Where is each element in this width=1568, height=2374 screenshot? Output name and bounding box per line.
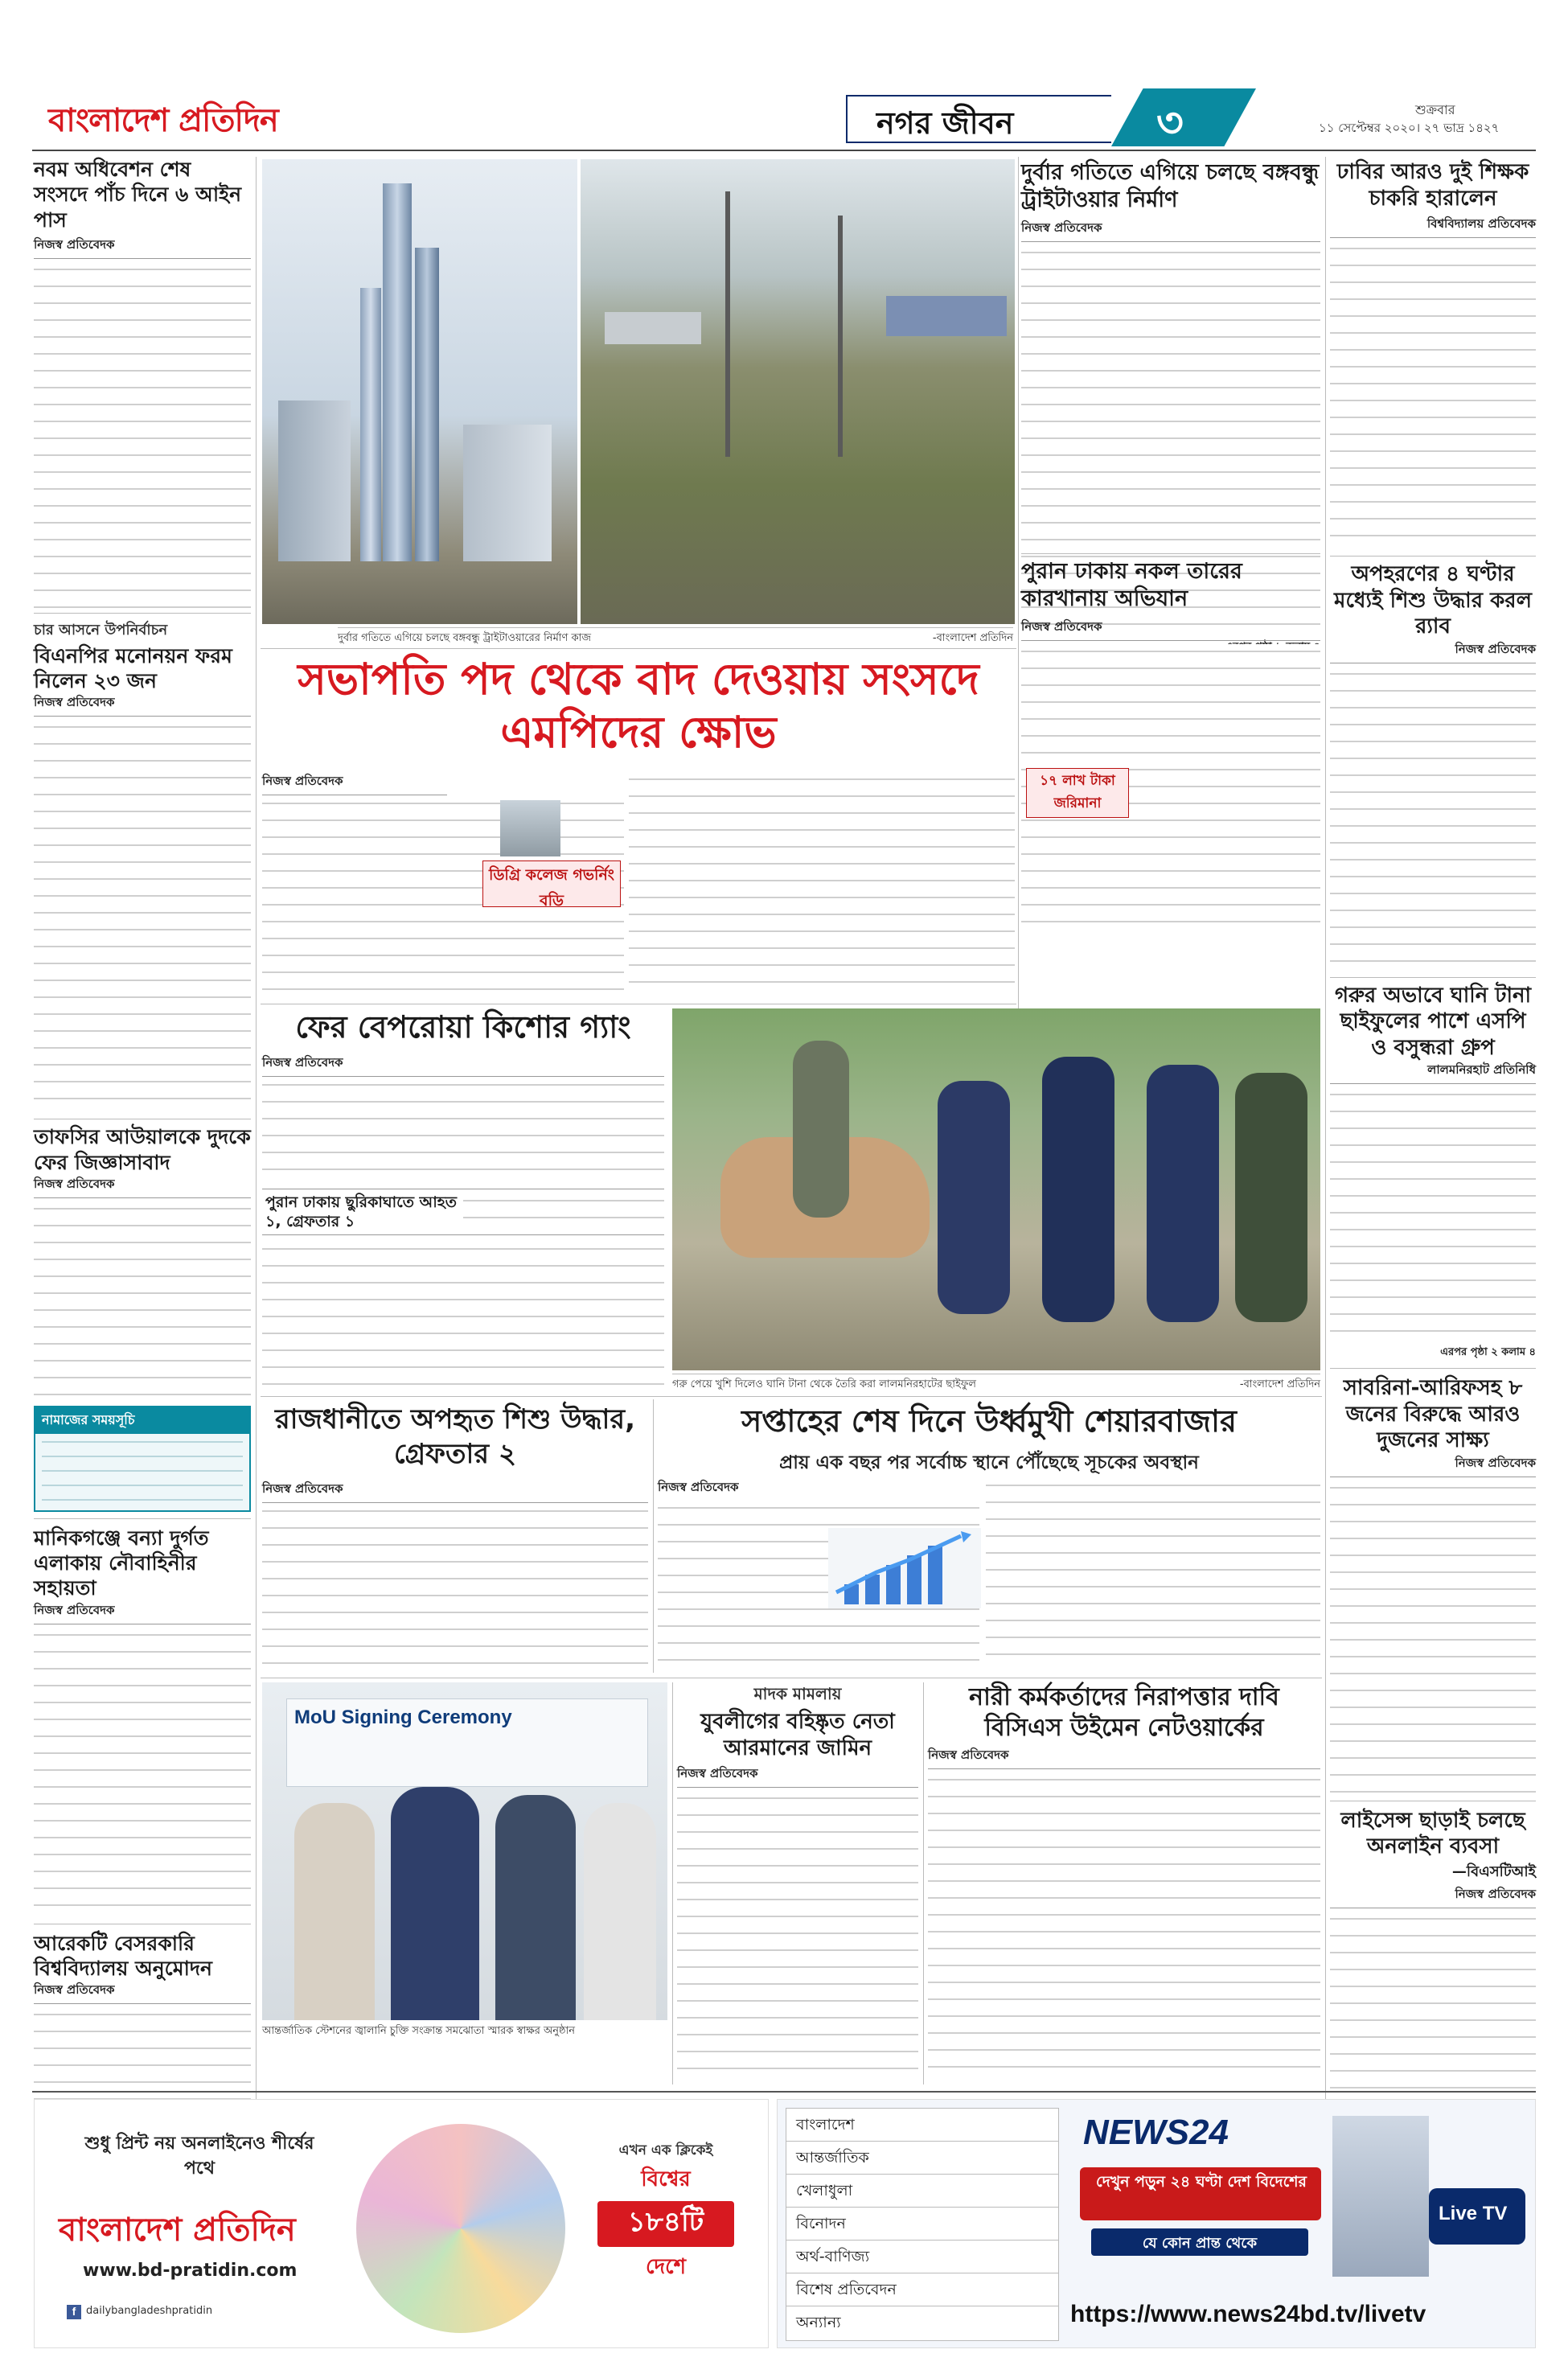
masthead-day: শুক্রবার <box>1415 102 1455 117</box>
stock-growth-graphic <box>828 1528 981 1608</box>
side-building <box>278 400 351 561</box>
inset-label: ডিগ্রি কলেজ গভর্নিং বডি <box>489 866 614 910</box>
headline-stock[interactable]: সপ্তাহের শেষ দিনে উর্ধ্বমুখী শেয়ারবাজার <box>741 1403 1237 1439</box>
headline-cow-help[interactable]: গরুর অভাবে ঘানি টানা ছাইফুলের পাশে এসপি ও বসুন্ধরা গ্রুপ <box>1334 983 1532 1060</box>
menu-item[interactable]: আন্তর্জাতিক <box>786 2142 1058 2175</box>
bar-growth-icon <box>828 1528 981 1608</box>
news24-tagline: দেখুন পড়ুন ২৪ ঘণ্টা দেশ বিদেশের <box>1096 2173 1307 2191</box>
article-body <box>262 1078 664 1182</box>
divider <box>1330 556 1536 557</box>
person-figure <box>1147 1065 1219 1322</box>
news24-subtag: যে কোন প্রান্ত থেকে <box>1142 2235 1258 2252</box>
ad-badge-line: দেশে <box>645 2255 687 2279</box>
divider <box>1330 977 1536 978</box>
article-body <box>262 1242 664 1386</box>
column-rule <box>923 1682 924 2084</box>
byline: নিজস্ব প্রতিবেদক <box>34 1175 251 1198</box>
column-rule <box>1325 157 1326 2199</box>
article-body <box>629 772 1015 997</box>
byline: লালমনিরহাট প্রতিনিধি <box>1330 1061 1536 1084</box>
menu-item[interactable]: অর্থ-বাণিজ্য <box>786 2241 1058 2273</box>
page-number-badge <box>1111 88 1256 146</box>
article-body <box>463 1193 664 1234</box>
ad-divider <box>32 2091 1536 2093</box>
article-body <box>1330 667 1536 972</box>
divider <box>1330 1368 1536 1369</box>
column-right <box>1330 159 1536 2177</box>
ad-badge-line: এখন এক ক্লিকেই <box>618 2142 713 2158</box>
divider <box>261 1396 1322 1397</box>
person-figure <box>938 1081 1010 1314</box>
stock-subhead: প্রায় এক বছর পর সর্বোচ্চ স্থানে পৌঁছেছে সূচকের অবস্থান <box>779 1452 1199 1473</box>
site-tent <box>605 312 701 344</box>
jump-line[interactable]: এরপর পৃষ্ঠা ২ কলাম ৪ <box>1440 1346 1536 1358</box>
byline: বিশ্ববিদ্যালয় প্রতিবেদক <box>1330 215 1536 238</box>
mou-caption: আন্তর্জাতিক স্টেশনের জ্বালানি চুক্তি সংক্রান্ত সমঝোতা স্মারক স্বাক্ষর অনুষ্ঠান <box>262 2025 576 2037</box>
column-rule <box>653 1399 654 1673</box>
headline-bcs[interactable]: নারী কর্মকর্তাদের নিরাপত্তার দাবি বিসিএস উইমেন নেটওয়ার্কের <box>969 1683 1279 1742</box>
byline: নিজস্ব প্রতিবেদক <box>677 1764 918 1788</box>
headline-manikganj[interactable]: মানিকগঞ্জে বন্যা দুর্গত এলাকায় নৌবাহিনীর সহায়তা <box>34 1526 209 1600</box>
byline: নিজস্ব প্রতিবেদক <box>34 693 251 717</box>
column-rule <box>672 1682 673 2084</box>
byline: নিজস্ব প্রতিবেদক <box>262 1480 648 1503</box>
news24-menu <box>786 2108 1059 2341</box>
masthead-rule <box>32 150 1536 151</box>
crane <box>725 191 730 457</box>
person-figure <box>1042 1057 1114 1322</box>
headline-attribution: —বিএসটিআই <box>1451 1863 1536 1880</box>
photo-credit: -বাংলাদেশ প্রতিদিন <box>1239 1378 1320 1390</box>
ad-collage <box>356 2124 565 2333</box>
kicker: চার আসনে উপনির্বাচন <box>34 621 168 639</box>
byline: নিজস্ব প্রতিবেদক <box>1021 219 1320 242</box>
article-body <box>1330 1087 1536 1345</box>
tower-render-photo[interactable] <box>262 159 577 624</box>
prayer-times-box <box>34 1406 251 1512</box>
person-figure <box>391 1787 479 2020</box>
headline-tafsir[interactable]: তাফসির আউয়ালকে দুদকে ফের জিজ্ঞাসাবাদ <box>34 1125 251 1174</box>
headline-gang[interactable]: ফের বেপরোয়া কিশোর গ্যাং <box>295 1009 631 1045</box>
lead-headline[interactable]: সভাপতি পদ থেকে বাদ দেওয়ায় সংসদে এমপিদের ক্ষোভ <box>298 654 979 758</box>
divider <box>261 648 1016 649</box>
masthead-logo[interactable] <box>48 95 338 139</box>
byline: নিজস্ব প্রতিবেদক <box>1021 618 1320 641</box>
menu-item[interactable]: খেলাধুলা <box>786 2175 1058 2208</box>
tower-caption <box>338 627 1013 647</box>
ad-logo: বাংলাদেশ প্রতিদিন <box>59 2211 296 2249</box>
headline-sabrina[interactable]: সাবরিনা-আরিফসহ ৮ জনের বিরুদ্ধে আরও দুজনের সাক্ষ্য <box>1343 1376 1523 1452</box>
facebook-icon[interactable]: f <box>67 2305 81 2319</box>
ad-facebook-handle[interactable]: dailybangladeshpratidin <box>86 2305 213 2317</box>
article-body <box>262 1504 648 1665</box>
menu-item[interactable]: বিনোদন <box>786 2208 1058 2241</box>
cow-caption-text: গরু পেয়ে খুশি দিলেও ঘানি টানা থেকে তৈরি করা লালমনিরহাটের ছাইফুল <box>672 1378 976 1390</box>
section-name: নগর জীবন <box>876 105 1014 141</box>
article-body <box>34 720 251 1114</box>
menu-item[interactable]: বিশেষ প্রতিবেদন <box>786 2273 1058 2306</box>
news24-url[interactable]: https://www.news24bd.tv/livetv <box>1070 2301 1426 2327</box>
headline-tower[interactable]: দুর্বার গতিতে এগিয়ে চলছে বঙ্গবন্ধু ট্রাইটাওয়ার নির্মাণ <box>1021 160 1320 212</box>
tower-building <box>415 248 439 561</box>
tower-building <box>360 288 381 561</box>
divider <box>34 613 251 614</box>
article-body <box>677 1791 918 2072</box>
site-tent <box>886 296 1007 336</box>
byline: নিজস্ব প্রতিবেদক <box>34 236 251 259</box>
prayer-times-title: নামাজের সময়সূচি <box>35 1407 249 1434</box>
divider <box>1021 553 1320 554</box>
person-figure <box>294 1803 375 2020</box>
byline: নিজস্ব প্রতিবেদক <box>34 1981 251 2004</box>
tower-building <box>383 183 412 561</box>
ad-badge-number: ১৮৪টি <box>597 2201 734 2247</box>
construction-site-photo[interactable] <box>581 159 1015 624</box>
headline-rab[interactable]: অপহরণের ৪ ঘণ্টার মধ্যেই শিশু উদ্ধার করল র‍্যাব <box>1334 562 1532 639</box>
news24-anchor-photo <box>1332 2116 1429 2277</box>
person-figure <box>793 1041 849 1218</box>
article-body <box>986 1478 1320 1670</box>
page-number: ৩ <box>1156 99 1184 147</box>
news24-logo[interactable]: NEWS24 <box>1083 2113 1229 2152</box>
byline: নিজস্ব প্রতিবেদক <box>658 1478 979 1501</box>
article-youth <box>677 1682 918 2072</box>
fine-label: ১৭ লাখ টাকা জরিমানা <box>1040 773 1115 811</box>
ad-url[interactable]: www.bd-pratidin.com <box>83 2261 298 2281</box>
side-building <box>463 425 552 561</box>
crane <box>838 216 843 457</box>
article-cable <box>1021 558 1320 926</box>
byline: নিজস্ব প্রতিবেদক <box>1330 640 1536 663</box>
ad-badge <box>581 2140 750 2301</box>
parliament-inset-photo[interactable] <box>500 800 560 856</box>
headline-cable[interactable]: পুরান ঢাকায় নকল তারের কারখানায় অভিযান <box>1021 559 1242 611</box>
kicker: মাদক মামলায় <box>753 1684 842 1703</box>
headline-bnp[interactable]: বিএনপির মনোনয়ন ফরম নিলেন ২৩ জন <box>34 643 232 692</box>
article-body <box>34 1201 251 1403</box>
person-figure <box>584 1803 656 2020</box>
menu-item[interactable]: অন্যান্য <box>796 2314 841 2331</box>
prayer-times-table <box>42 1435 243 1504</box>
headline-parliament[interactable]: নবম অধিবেশন শেষ সংসদে পাঁচ দিনে ৬ আইন পাস <box>34 158 242 232</box>
tower-caption-text: দুর্বার গতিতে এগিয়ে চলছে বঙ্গবন্ধু ট্রাইটাওয়ারের নির্মাণ কাজ <box>338 632 592 644</box>
masthead <box>32 71 1536 147</box>
person-figure <box>1235 1073 1307 1322</box>
ad-tagline: শুধু প্রিন্ট নয় অনলাইনেও শীর্ষের পথে <box>84 2134 314 2179</box>
headline-dhaka-univ[interactable]: ঢাবির আরও দুই শিক্ষক চাকরি হারালেন <box>1336 160 1529 211</box>
ad-badge-line: বিশ্বের <box>641 2167 691 2191</box>
gang-subhead[interactable]: পুরান ঢাকায় ছুরিকাঘাতে আহত ১, গ্রেফতার ১ <box>265 1193 458 1230</box>
headline-license[interactable]: লাইসেন্স ছাড়াই চলছে অনলাইন ব্যবসা <box>1340 1808 1525 1859</box>
headline-youth[interactable]: যুবলীগের বহিষ্কৃত নেতা আরমানের জামিন <box>700 1710 895 1760</box>
masthead-date: ১১ সেপ্টেম্বর ২০২০। ২৭ ভাদ্র ১৪২৭ <box>1319 121 1500 135</box>
divider <box>34 1518 251 1519</box>
logo-text: বাংলাদেশ প্রতিদিন <box>48 101 278 139</box>
photo-credit: -বাংলাদেশ প্রতিদিন <box>932 632 1013 644</box>
column-rule <box>256 157 257 2199</box>
byline: নিজস্ব প্রতিবেদক <box>34 1601 251 1624</box>
cow-caption <box>672 1374 1320 1394</box>
byline: নিজস্ব প্রতিবেদক <box>262 1054 664 1077</box>
article-bcs <box>928 1682 1320 2074</box>
news24-ad[interactable] <box>777 2099 1536 2348</box>
column-left <box>34 157 251 2199</box>
byline: নিজস্ব প্রতিবেদক <box>262 772 447 795</box>
byline: নিজস্ব প্রতিবেদক <box>1330 1454 1536 1477</box>
menu-item[interactable]: বাংলাদেশ <box>786 2109 1058 2142</box>
article-body <box>34 1628 251 1917</box>
byline: নিজস্ব প্রতিবেদক <box>1330 1885 1536 1908</box>
person-figure <box>495 1795 576 2020</box>
article-body <box>1330 241 1536 551</box>
mou-signing-photo[interactable] <box>262 1682 667 2020</box>
bp-online-ad[interactable] <box>34 2099 769 2348</box>
headline-university[interactable]: আরেকটি বেসরকারি বিশ্ববিদ্যালয় অনুমোদন <box>34 1931 212 1980</box>
live-tv-label: Live TV <box>1439 2203 1508 2224</box>
byline: নিজস্ব প্রতিবেদক <box>928 1746 1320 1769</box>
mou-banner-text: MoU Signing Ceremony <box>294 1707 512 1728</box>
article-body <box>34 262 251 608</box>
article-body <box>928 1772 1320 2074</box>
cow-handover-photo[interactable] <box>672 1008 1320 1370</box>
article-body <box>1330 1481 1536 1794</box>
headline-kidnap[interactable]: রাজধানীতে অপহৃত শিশু উদ্ধার, গ্রেফতার ২ <box>274 1403 636 1470</box>
